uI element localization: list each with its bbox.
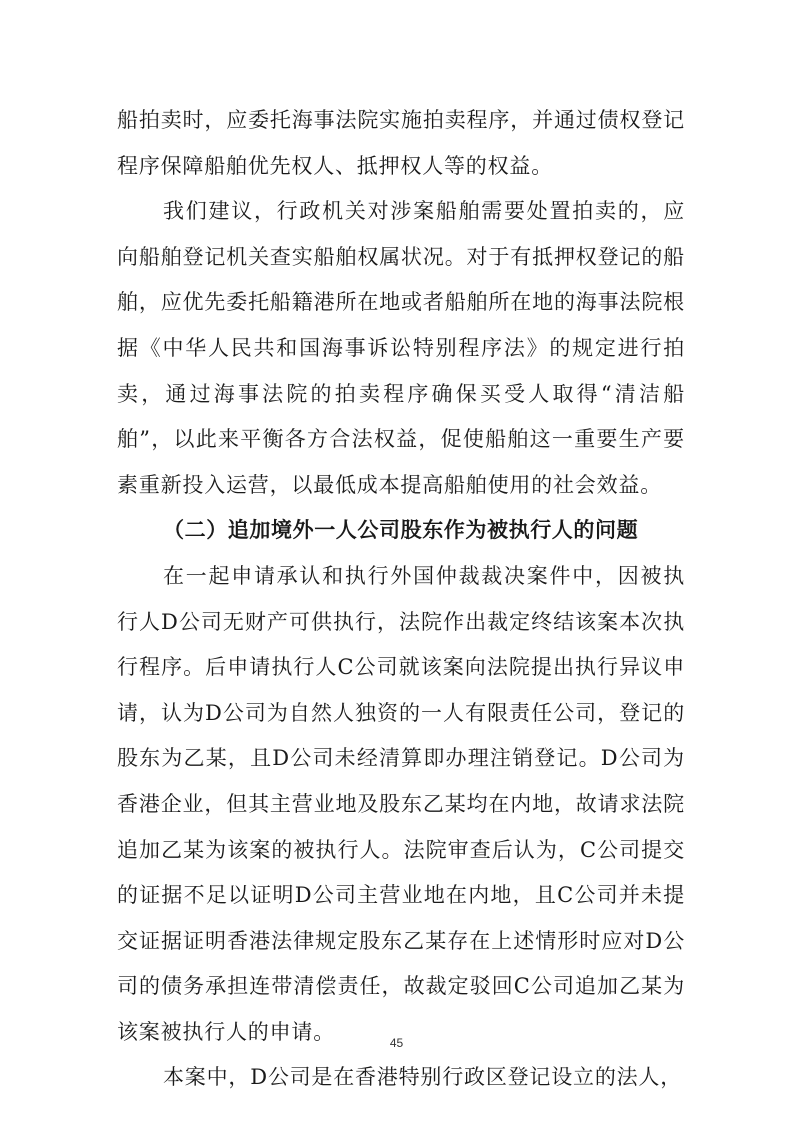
paragraph-recommendation: 我们建议，行政机关对涉案船舶需要处置拍卖的，应向船舶登记机关查实船舶权属状况。对于有抵押权登记的船舶，应优先委托船籍港所在地或者船舶所在地的海事法院根据《中华人民共和国海事诉讼特别程序法》的规定进行拍卖，通过海事法院的拍卖程序确保买受人取得“清洁船舶”，以此来平衡各方合法权益，促使船舶这一重要生产要素重新投入运营，以最低成本提高船舶使用的社会效益。 xyxy=(117,199,685,497)
section-heading: （二）追加境外一人公司股东作为被执行人的问题 xyxy=(163,518,639,543)
paragraph-case-description: 在一起申请承认和执行外国仲裁裁决案件中，因被执行人D公司无财产可供执行，法院作出裁定终结该案本次执行程序。后申请执行人C公司就该案向法院提出执行异议申请，认为D公司为自然人独资的一人有限责任公司，登记的股东为乙某，且D公司未经清算即办理注销登记。D公司为香港企业，但其主营业地及股东乙某均在内地，故请求法院追加乙某为该案的被执行人。法院审查后认为，C公司提交的证据不足以证明D公司主营业地在内地，且C公司并未提交证据证明香港法律规定股东乙某存在上述情形时应对D公司的债务承担连带清偿责任，故裁定驳回C公司追加乙某为该案被执行人的申请。 xyxy=(117,563,685,1044)
page-body xyxy=(117,98,685,1101)
page-number: 45 xyxy=(389,1036,404,1050)
paragraph-case-analysis: 本案中，D公司是在香港特别行政区登记设立的法人， xyxy=(163,1065,683,1090)
paragraph-ship-auction-continuation: 船拍卖时，应委托海事法院实施拍卖程序，并通过债权登记程序保障船舶优先权人、抵押权人等的权益。 xyxy=(117,108,685,178)
